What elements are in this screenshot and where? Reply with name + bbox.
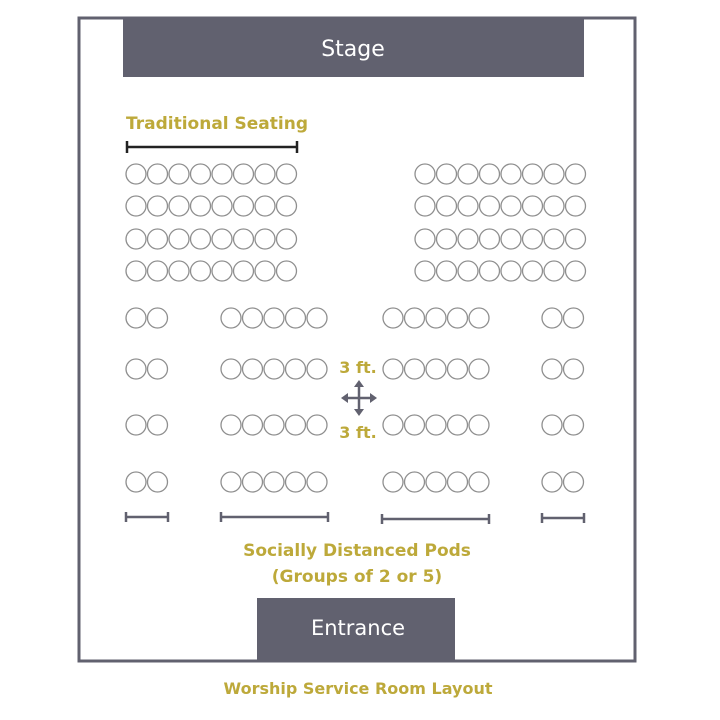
- pod-seat: [286, 359, 306, 379]
- traditional-seat: [544, 196, 564, 216]
- move-arrows-icon: [341, 380, 377, 416]
- traditional-seat: [148, 261, 168, 281]
- pods-label-line2: (Groups of 2 or 5): [271, 567, 443, 587]
- traditional-seat: [169, 164, 189, 184]
- spacing-label-bottom: 3 ft.: [339, 423, 377, 442]
- pod-bracket-3: [382, 514, 489, 524]
- pod-seat: [148, 308, 168, 328]
- traditional-seat: [458, 196, 478, 216]
- traditional-seat: [437, 261, 457, 281]
- pod-seat: [148, 359, 168, 379]
- stage-label: Stage: [321, 37, 385, 62]
- spacing-label-top: 3 ft.: [339, 358, 377, 377]
- pod-seat: [542, 359, 562, 379]
- traditional-seat: [277, 261, 297, 281]
- traditional-seat: [126, 229, 146, 249]
- traditional-seat: [566, 196, 586, 216]
- seat-pod: [221, 472, 327, 492]
- traditional-seat: [415, 196, 435, 216]
- entrance-label: Entrance: [310, 616, 406, 640]
- seat-pod: [126, 359, 168, 379]
- traditional-seat: [415, 261, 435, 281]
- traditional-seat: [523, 164, 543, 184]
- pod-seat: [126, 359, 146, 379]
- traditional-seat: [480, 196, 500, 216]
- pod-seat: [426, 308, 446, 328]
- pod-seat: [448, 308, 468, 328]
- pod-seat: [383, 472, 403, 492]
- pod-seat: [448, 415, 468, 435]
- seat-pod: [383, 308, 489, 328]
- pod-seat: [383, 359, 403, 379]
- traditional-seat: [234, 229, 254, 249]
- pod-seat: [405, 359, 425, 379]
- pod-seat: [307, 472, 327, 492]
- traditional-seat: [523, 229, 543, 249]
- pod-seat: [469, 415, 489, 435]
- traditional-seat: [191, 196, 211, 216]
- traditional-seating-left: [126, 164, 297, 281]
- traditional-seat: [437, 196, 457, 216]
- pod-seat: [426, 472, 446, 492]
- traditional-seat: [415, 164, 435, 184]
- traditional-seat: [458, 261, 478, 281]
- traditional-seat: [566, 229, 586, 249]
- traditional-seat: [169, 229, 189, 249]
- traditional-seat: [501, 196, 521, 216]
- traditional-seat: [212, 261, 232, 281]
- seat-pod: [542, 415, 584, 435]
- pod-seat: [383, 308, 403, 328]
- traditional-seat: [458, 164, 478, 184]
- traditional-seat: [566, 261, 586, 281]
- pod-seat: [148, 472, 168, 492]
- pod-seat: [286, 472, 306, 492]
- traditional-seat: [415, 229, 435, 249]
- traditional-seat: [169, 261, 189, 281]
- traditional-seat: [255, 164, 275, 184]
- pod-seat: [564, 359, 584, 379]
- traditional-seat: [523, 196, 543, 216]
- pod-seat: [307, 415, 327, 435]
- pod-seat: [426, 359, 446, 379]
- traditional-seat: [544, 164, 564, 184]
- pod-seat: [564, 415, 584, 435]
- traditional-seat: [255, 229, 275, 249]
- traditional-seat: [126, 164, 146, 184]
- traditional-seat: [480, 164, 500, 184]
- pod-seat: [126, 415, 146, 435]
- pod-bracket-4: [542, 513, 584, 523]
- traditional-seat: [523, 261, 543, 281]
- pod-seat: [405, 472, 425, 492]
- pod-seat: [448, 359, 468, 379]
- traditional-seat: [234, 164, 254, 184]
- pod-seat: [307, 308, 327, 328]
- socially-distanced-pods: [126, 308, 584, 492]
- traditional-seat: [277, 196, 297, 216]
- traditional-seat: [501, 261, 521, 281]
- pod-bracket-1: [126, 512, 168, 522]
- traditional-seat: [126, 196, 146, 216]
- pod-seat: [542, 415, 562, 435]
- pod-seat: [221, 415, 241, 435]
- pod-seat: [126, 308, 146, 328]
- traditional-seat: [234, 196, 254, 216]
- traditional-seat: [191, 164, 211, 184]
- traditional-seat: [191, 261, 211, 281]
- traditional-seat: [191, 229, 211, 249]
- pod-seat: [405, 308, 425, 328]
- pod-seat: [264, 415, 284, 435]
- pod-seat: [148, 415, 168, 435]
- traditional-seat: [169, 196, 189, 216]
- traditional-seating-right: [415, 164, 586, 281]
- pod-seat: [221, 472, 241, 492]
- traditional-seat: [566, 164, 586, 184]
- seat-pod: [126, 415, 168, 435]
- traditional-seat: [501, 164, 521, 184]
- seat-pod: [221, 308, 327, 328]
- traditional-seat: [126, 261, 146, 281]
- traditional-seat: [437, 164, 457, 184]
- traditional-seating-label: Traditional Seating: [126, 114, 309, 134]
- pod-seat: [405, 415, 425, 435]
- pod-seat: [286, 308, 306, 328]
- pod-seat: [469, 308, 489, 328]
- traditional-seat: [480, 229, 500, 249]
- traditional-seat: [277, 229, 297, 249]
- traditional-seat: [480, 261, 500, 281]
- pod-seat: [286, 415, 306, 435]
- seat-pod: [383, 415, 489, 435]
- seat-pod: [126, 472, 168, 492]
- seat-pod: [221, 415, 327, 435]
- pod-seat: [307, 359, 327, 379]
- pod-seat: [426, 415, 446, 435]
- pod-seat: [221, 308, 241, 328]
- traditional-seat: [277, 164, 297, 184]
- pod-seat: [243, 415, 263, 435]
- seat-pod: [542, 359, 584, 379]
- seat-pod: [221, 359, 327, 379]
- traditional-seat: [255, 261, 275, 281]
- pods-label-line1: Socially Distanced Pods: [243, 541, 471, 561]
- pod-seat: [542, 308, 562, 328]
- pod-seat: [542, 472, 562, 492]
- traditional-seat: [234, 261, 254, 281]
- pod-seat: [243, 472, 263, 492]
- seat-pod: [542, 308, 584, 328]
- traditional-seat: [212, 196, 232, 216]
- pod-seat: [243, 308, 263, 328]
- pod-seat: [264, 359, 284, 379]
- traditional-seat: [212, 229, 232, 249]
- pod-seat: [383, 415, 403, 435]
- seat-pod: [383, 359, 489, 379]
- traditional-seat: [437, 229, 457, 249]
- traditional-seat: [148, 164, 168, 184]
- traditional-seat: [255, 196, 275, 216]
- seat-pod: [542, 472, 584, 492]
- pod-seat: [126, 472, 146, 492]
- pod-seat: [469, 359, 489, 379]
- traditional-seating-bracket: [127, 141, 297, 153]
- seat-pod: [126, 308, 168, 328]
- traditional-seat: [148, 229, 168, 249]
- pod-seat: [469, 472, 489, 492]
- pod-seat: [564, 308, 584, 328]
- pod-seat: [264, 308, 284, 328]
- seat-pod: [383, 472, 489, 492]
- traditional-seat: [544, 261, 564, 281]
- pod-seat: [221, 359, 241, 379]
- traditional-seat: [212, 164, 232, 184]
- pod-brackets: [126, 512, 584, 524]
- traditional-seat: [544, 229, 564, 249]
- pod-seat: [564, 472, 584, 492]
- traditional-seat: [458, 229, 478, 249]
- pod-seat: [448, 472, 468, 492]
- traditional-seat: [501, 229, 521, 249]
- layout-caption: Worship Service Room Layout: [223, 679, 493, 698]
- pod-bracket-2: [221, 512, 328, 522]
- pod-seat: [243, 359, 263, 379]
- pod-seat: [264, 472, 284, 492]
- traditional-seat: [148, 196, 168, 216]
